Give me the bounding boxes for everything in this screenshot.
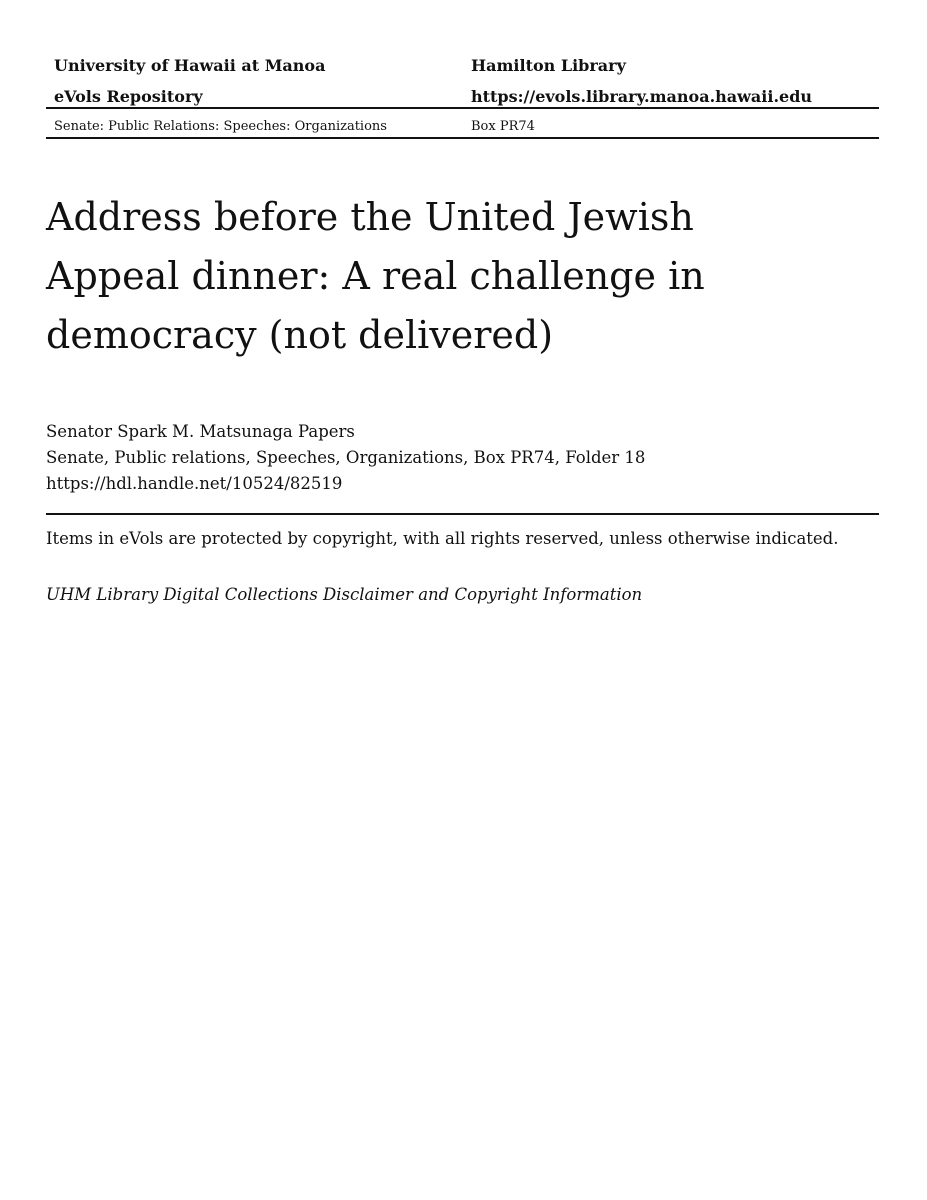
collection-path: Senate: Public Relations: Speeches: Organizations: [54, 119, 387, 134]
disclaimer-link[interactable]: UHM Library Digital Collections Disclaimer and Copyright Information: [46, 585, 643, 604]
institution-name: University of Hawaii at Manoa: [54, 56, 326, 75]
copyright-notice: Items in eVols are protected by copyright, with all rights reserved, unless otherwise indicated.: [46, 529, 839, 548]
repository-name: eVols Repository: [54, 87, 203, 106]
content-divider: [46, 513, 879, 515]
box-label: Box PR74: [471, 119, 535, 134]
folder-location: Senate, Public relations, Speeches, Organizations, Box PR74, Folder 18: [46, 448, 646, 467]
header-divider-top: [46, 107, 879, 109]
library-name: Hamilton Library: [471, 56, 626, 75]
document-title: Address before the United Jewish Appeal dinner: A real challenge in democracy (not delivered): [46, 195, 705, 357]
header-divider-bottom: [46, 137, 879, 139]
repository-url[interactable]: https://evols.library.manoa.hawaii.edu: [471, 87, 813, 106]
handle-link[interactable]: https://hdl.handle.net/10524/82519: [46, 474, 343, 493]
collection-name: Senator Spark M. Matsunaga Papers: [46, 422, 355, 441]
